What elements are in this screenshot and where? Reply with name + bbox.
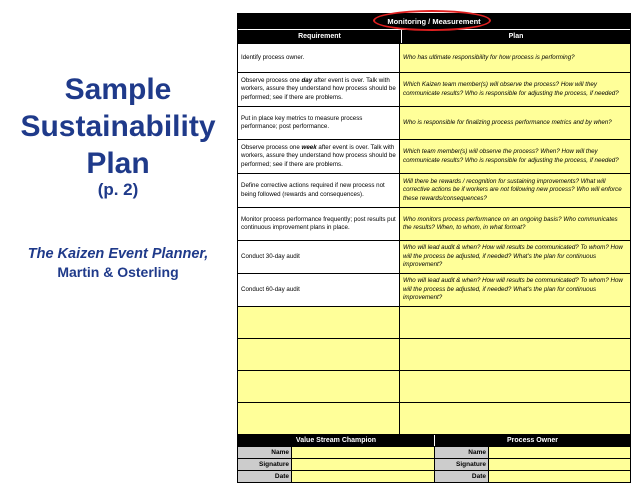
sustainability-form [237,13,631,483]
title-line-2: Sustainability [20,110,216,143]
name-label: Name [435,447,489,458]
plan-cell[interactable]: Who will lead audit & when? How will results be communicated? To whom? How will the process be adjusted, if needed? What's the plan for continuous improvement? [400,241,630,273]
table-row [238,240,630,273]
signature-header [238,434,630,446]
date-label: Date [238,471,292,482]
champion-date-field[interactable] [292,471,435,482]
plan-header: Plan [508,33,524,40]
date-label: Date [435,471,489,482]
empty-row [238,338,630,370]
plan-cell[interactable]: Will there be rewards / recognition for sustaining improvements? What will corrective actions be if workers are not following new process? Who will enforce these rewards/consequences? [400,174,630,207]
empty-plan-cell[interactable] [400,339,630,370]
requirement-cell: Observe process one week after event is over. Talk with workers, assure they understand how process should be performed; see if there are problems. [238,140,400,173]
empty-row [238,402,630,434]
plan-cell[interactable]: Which Kaizen team member(s) will observe the process? How will they communicate results? Who is responsible for adjusting the process, if needed? [400,73,630,106]
form-header-bar [238,14,630,29]
table-row [238,207,630,240]
table-row [238,139,630,173]
requirement-cell: Conduct 60-day audit [238,274,400,306]
empty-plan-cell[interactable] [400,403,630,434]
empty-requirement-cell[interactable] [238,371,400,402]
column-headers [238,29,630,43]
owner-date-field[interactable] [489,471,630,482]
signature-row-signature [238,458,630,470]
requirement-cell: Identify process owner. [238,44,400,72]
page-subtitle: (p. 2) [97,180,139,199]
table-row [238,43,630,72]
plan-cell[interactable]: Who will lead audit & when? How will results be communicated? To whom? How will the process be adjusted, if needed? What's the plan for continuous improvement? [400,274,630,306]
table-row [238,106,630,139]
emphasis-week: week [301,143,317,151]
owner-name-field[interactable] [489,447,630,458]
title-line-1: Sample [64,73,172,106]
empty-row [238,370,630,402]
owner-signature-field[interactable] [489,459,630,470]
champion-name-field[interactable] [292,447,435,458]
champion-signature-field[interactable] [292,459,435,470]
title-line-3: Plan [86,147,150,180]
empty-requirement-cell[interactable] [238,339,400,370]
requirement-cell: Conduct 30-day audit [238,241,400,273]
signature-label: Signature [435,459,489,470]
form-header-title: Monitoring / Measurement [387,17,481,26]
value-stream-champion-title: Value Stream Champion [238,435,435,446]
empty-plan-cell[interactable] [400,371,630,402]
table-row [238,273,630,306]
highlight-oval [373,10,491,31]
plan-cell[interactable]: Who monitors process performance on an ongoing basis? Who communicates the results? When, to whom, in what format? [400,208,630,240]
empty-plan-cell[interactable] [400,307,630,338]
signature-row-name [238,446,630,458]
emphasis-day: day [301,76,313,84]
signature-row-date [238,470,630,482]
plan-cell[interactable]: Who has ultimate responsibility for how process is performing? [400,44,630,72]
plan-cell[interactable]: Who is responsible for finalizing process performance metrics and by when? [400,107,630,139]
requirement-cell: Put in place key metrics to measure process performance; post performance. [238,107,400,139]
plan-cell[interactable]: Which team member(s) will observe the process? When? How will they communicate results? Who is responsible for adjusting the process, if needed? [400,140,630,173]
requirement-header: Requirement [238,30,402,43]
requirement-cell: Define corrective actions required if new process not being followed (rewards and consequences). [238,174,400,207]
table-row [238,173,630,207]
requirement-cell: Observe process one day after event is over. Talk with workers, assure they understand how process should be performed; see if there are problems. [238,73,400,106]
empty-row [238,306,630,338]
empty-requirement-cell[interactable] [238,403,400,434]
title-panel [0,0,236,479]
table-row [238,72,630,106]
process-owner-title: Process Owner [507,437,558,444]
name-label: Name [238,447,292,458]
authors: Martin & Osterling [57,264,179,280]
signature-label: Signature [238,459,292,470]
empty-requirement-cell[interactable] [238,307,400,338]
book-title: The Kaizen Event Planner, [27,246,209,262]
requirement-cell: Monitor process performance frequently; post results put continuous improvement plans in place. [238,208,400,240]
